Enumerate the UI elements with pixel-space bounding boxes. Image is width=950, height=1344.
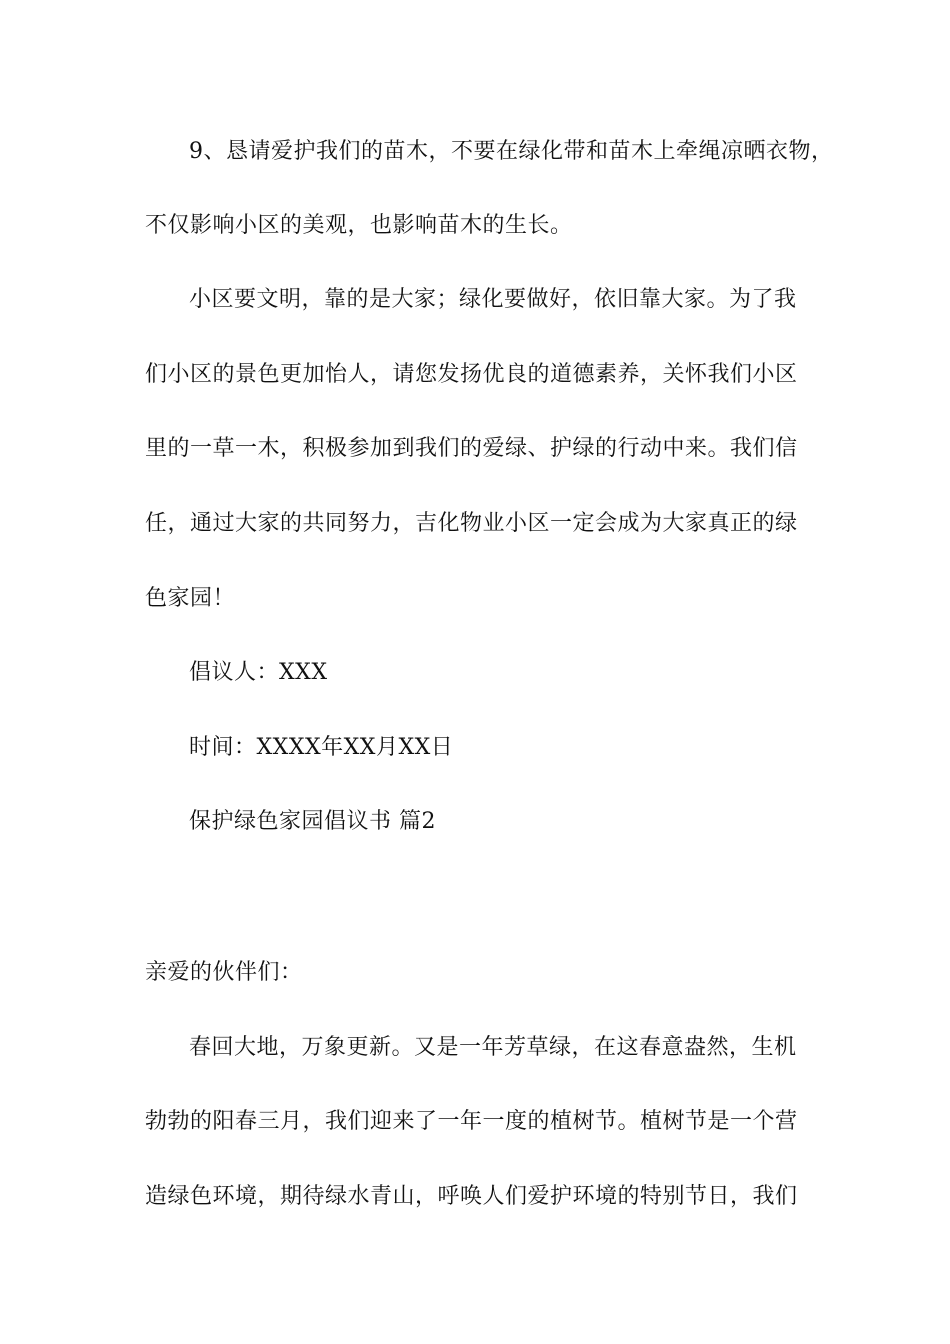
paragraph-line: 色家园！: [145, 586, 236, 611]
paragraph-line: 勃勃的阳春三月，我们迎来了一年一度的植树节。植树节是一个营: [145, 1109, 798, 1134]
paragraph-line: 春回大地，万象更新。又是一年芳草绿，在这春意盎然，生机: [189, 1035, 797, 1060]
paragraph-line: 小区要文明，靠的是大家；绿化要做好，依旧靠大家。为了我: [189, 287, 797, 312]
initiator-line: 倡议人：XXX: [189, 660, 328, 685]
date-line: 时间：XXXX年XX月XX日: [189, 735, 454, 760]
section-heading: 保护绿色家园倡议书 篇2: [189, 809, 436, 834]
paragraph-line: 们小区的景色更加怡人，请您发扬优良的道德素养，关怀我们小区: [145, 362, 798, 387]
salutation: 亲爱的伙伴们：: [145, 960, 303, 985]
paragraph-line: 不仅影响小区的美观，也影响苗木的生长。: [145, 213, 573, 238]
paragraph-line: 造绿色环境，期待绿水青山，呼唤人们爱护环境的特别节日，我们: [145, 1184, 798, 1209]
paragraph-line: 任，通过大家的共同努力，吉化物业小区一定会成为大家真正的绿: [145, 511, 798, 536]
paragraph-line: 9、恳请爱护我们的苗木，不要在绿化带和苗木上牵绳凉晒衣物，: [189, 139, 834, 164]
paragraph-line: 里的一草一木，积极参加到我们的爱绿、护绿的行动中来。我们信: [145, 436, 798, 461]
